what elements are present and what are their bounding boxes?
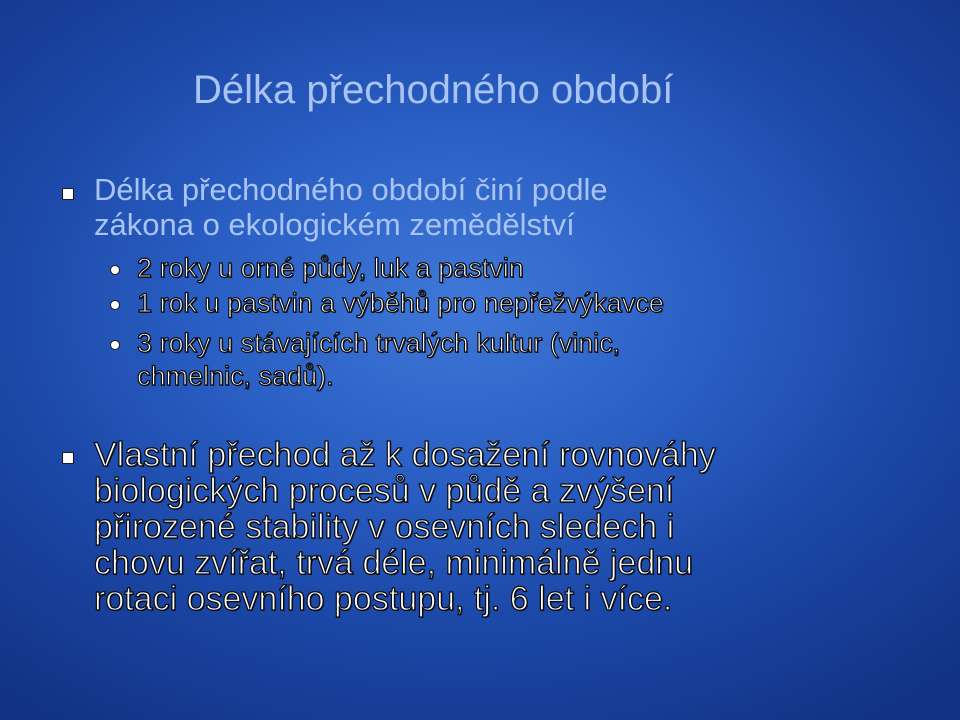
square-bullet-icon <box>62 188 74 200</box>
bullet-1-line-1: Délka přechodného období činí podle <box>94 172 608 207</box>
slide-title: Délka přechodného období <box>193 68 674 112</box>
dot-bullet-icon <box>110 265 120 275</box>
bullet-2-line-4: chovu zvířat, trvá déle, minimálně jednu <box>94 544 694 582</box>
bullet-2-line-1: Vlastní přechod až k dosažení rovnováhy <box>94 436 716 474</box>
bullet-2-line-3: přirozené stability v osevních sledech i <box>94 508 675 546</box>
subitem-1: 2 roky u orné půdy, luk a pastvin <box>137 253 524 283</box>
square-bullet-icon <box>62 452 74 464</box>
dot-bullet-icon <box>110 340 120 350</box>
subitem-2: 1 rok u pastvin a výběhů pro nepřežvýkavce <box>137 288 664 318</box>
bullet-2-line-2: biologických procesů v půdě a zvýšení <box>94 472 675 510</box>
subitem-3-line-1: 3 roky u stávajících trvalých kultur (vinic, <box>137 328 621 358</box>
bullet-1-line-2: zákona o ekologickém zemědělství <box>94 207 575 242</box>
bullet-2-line-5: rotaci osevního postupu, tj. 6 let i více. <box>94 580 673 618</box>
subitem-3-line-2: chmelnic, sadů). <box>137 361 334 391</box>
dot-bullet-icon <box>110 300 120 310</box>
